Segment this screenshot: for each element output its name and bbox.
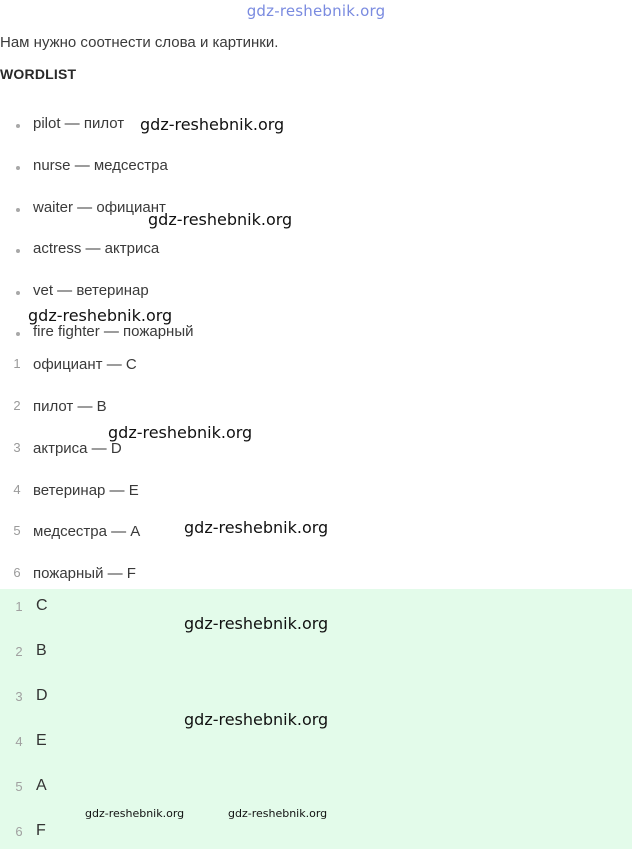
answer-number: 3 [15,689,23,704]
watermark: gdz-reshebnik.org [140,115,285,134]
header-watermark: gdz-reshebnik.org [246,2,386,20]
match-number: 2 [13,398,21,413]
match-text: актриса — D [33,440,122,457]
match-text: медсестра — A [33,523,141,540]
answer-value: F [36,822,46,839]
answer-number: 4 [15,734,23,749]
bullet-icon [16,249,20,253]
wordlist-heading: WORDLIST [0,66,77,82]
wordlist-item-text: pilot — пилот [33,115,125,132]
watermark: gdz-reshebnik.org [184,518,329,537]
match-number: 6 [13,565,21,580]
answer-value: A [36,777,47,794]
watermark: gdz-reshebnik.org [108,423,253,442]
bullet-icon [16,166,20,170]
bullet-icon [16,124,20,128]
match-number: 5 [13,523,21,538]
answer-value: E [36,732,47,749]
bullet-icon [16,332,20,336]
watermark: gdz-reshebnik.org [28,306,173,325]
answer-value: D [36,687,48,704]
wordlist-item-text: actress — актриса [33,240,160,257]
watermark: gdz-reshebnik.org [228,807,328,820]
match-text: пожарный — F [33,565,136,582]
answer-number: 1 [15,599,23,614]
answer-number: 6 [15,824,23,839]
intro-text: Нам нужно соотнести слова и картинки. [0,34,279,51]
wordlist-item-text: fire fighter — пожарный [33,323,194,340]
match-number: 4 [13,482,21,497]
bullet-icon [16,291,20,295]
answer-number: 5 [15,779,23,794]
wordlist-item-text: nurse — медсестра [33,157,168,174]
watermark: gdz-reshebnik.org [85,807,185,820]
watermark: gdz-reshebnik.org [184,614,329,633]
wordlist-item-text: vet — ветеринар [33,282,149,299]
answer-value: B [36,642,47,659]
match-number: 1 [13,356,21,371]
answer-value: C [36,597,48,614]
answer-number: 2 [15,644,23,659]
match-text: официант — C [33,356,137,373]
watermark: gdz-reshebnik.org [184,710,329,729]
watermark: gdz-reshebnik.org [148,210,293,229]
wordlist-item-text: waiter — официант [33,199,166,216]
match-number: 3 [13,440,21,455]
bullet-icon [16,208,20,212]
match-text: ветеринар — E [33,482,139,499]
match-text: пилот — B [33,398,107,415]
